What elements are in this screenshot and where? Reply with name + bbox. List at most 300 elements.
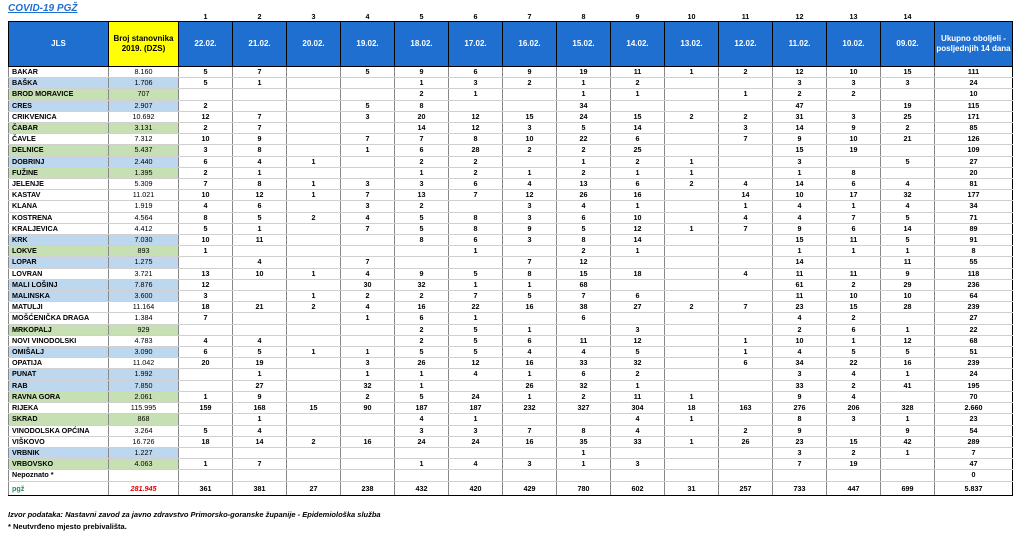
case-count-cell: 2	[395, 201, 449, 212]
case-count-cell: 3	[611, 324, 665, 335]
case-count-cell: 7	[503, 425, 557, 436]
case-count-cell	[449, 257, 503, 268]
case-count-cell: 1	[881, 447, 935, 458]
municipality-name: SKRAD	[9, 414, 109, 425]
case-count-cell: 12	[449, 123, 503, 134]
population-cell: 1.706	[109, 78, 179, 89]
case-count-cell: 6	[449, 179, 503, 190]
municipality-name: Nepoznato *	[9, 470, 109, 481]
case-count-cell: 3	[773, 156, 827, 167]
case-count-cell: 3	[773, 78, 827, 89]
case-count-cell: 5	[503, 291, 557, 302]
case-count-cell	[287, 369, 341, 380]
row-total-cell: 51	[935, 347, 1013, 358]
table-row	[9, 246, 1013, 257]
case-count-cell	[287, 78, 341, 89]
case-count-cell: 26	[503, 380, 557, 391]
case-count-cell: 8	[233, 179, 287, 190]
case-count-cell: 8	[503, 268, 557, 279]
case-count-cell: 6	[449, 235, 503, 246]
table-row	[9, 425, 1013, 436]
case-count-cell: 3	[179, 145, 233, 156]
case-count-cell	[341, 447, 395, 458]
case-count-cell: 2	[503, 78, 557, 89]
case-count-cell: 16	[881, 358, 935, 369]
case-count-cell: 5	[611, 347, 665, 358]
case-count-cell: 1	[503, 391, 557, 402]
row-total-cell: 171	[935, 111, 1013, 122]
table-row	[9, 78, 1013, 89]
case-count-cell: 7	[233, 67, 287, 78]
table-row	[9, 403, 1013, 414]
population-cell: 1.384	[109, 313, 179, 324]
case-count-cell: 2	[665, 302, 719, 313]
row-total-cell: 2.660	[935, 403, 1013, 414]
population-cell: 8.160	[109, 67, 179, 78]
case-count-cell	[287, 447, 341, 458]
case-count-cell	[341, 78, 395, 89]
case-count-cell: 6	[827, 324, 881, 335]
row-total-cell: 27	[935, 313, 1013, 324]
case-count-cell: 5	[179, 223, 233, 234]
case-count-cell: 4	[179, 201, 233, 212]
population-cell: 3.600	[109, 291, 179, 302]
case-count-cell: 1	[773, 246, 827, 257]
sum-date-cell: 429	[503, 481, 557, 495]
population-cell: 10.692	[109, 111, 179, 122]
population-cell: 4.063	[109, 459, 179, 470]
case-count-cell	[179, 369, 233, 380]
case-count-cell: 4	[557, 347, 611, 358]
case-count-cell: 1	[611, 380, 665, 391]
table-row	[9, 459, 1013, 470]
case-count-cell: 9	[881, 268, 935, 279]
population-cell: 5.309	[109, 179, 179, 190]
case-count-cell: 276	[773, 403, 827, 414]
case-count-cell: 4	[503, 179, 557, 190]
case-count-cell: 4	[341, 302, 395, 313]
case-count-cell: 12	[503, 190, 557, 201]
case-count-cell	[881, 167, 935, 178]
population-cell: 7.850	[109, 380, 179, 391]
case-count-cell: 6	[827, 179, 881, 190]
case-count-cell	[719, 167, 773, 178]
case-count-cell	[665, 459, 719, 470]
case-count-cell: 10	[179, 235, 233, 246]
column-number: 7	[527, 12, 532, 21]
case-count-cell	[287, 111, 341, 122]
municipality-name: MATULJI	[9, 302, 109, 313]
case-count-cell: 4	[449, 459, 503, 470]
case-count-cell: 1	[395, 78, 449, 89]
case-count-cell: 1	[827, 335, 881, 346]
population-cell: 4.564	[109, 212, 179, 223]
case-count-cell: 28	[449, 145, 503, 156]
case-count-cell: 2	[827, 380, 881, 391]
case-count-cell: 187	[449, 403, 503, 414]
case-count-cell: 1	[557, 78, 611, 89]
case-count-cell: 15	[503, 111, 557, 122]
case-count-cell: 18	[665, 403, 719, 414]
municipality-name: CRIKVENICA	[9, 111, 109, 122]
case-count-cell	[719, 156, 773, 167]
population-cell: 5.437	[109, 145, 179, 156]
case-count-cell: 327	[557, 403, 611, 414]
case-count-cell: 4	[773, 201, 827, 212]
case-count-cell: 3	[503, 235, 557, 246]
case-count-cell: 1	[665, 156, 719, 167]
case-count-cell: 6	[395, 313, 449, 324]
case-count-cell	[665, 212, 719, 223]
case-count-cell: 8	[449, 212, 503, 223]
municipality-name: MRKOPALJ	[9, 324, 109, 335]
case-count-cell: 2	[395, 156, 449, 167]
case-count-cell: 1	[449, 279, 503, 290]
case-count-cell: 1	[611, 167, 665, 178]
case-count-cell: 4	[719, 179, 773, 190]
case-count-cell: 10	[827, 291, 881, 302]
case-count-cell: 1	[503, 167, 557, 178]
municipality-name: LOKVE	[9, 246, 109, 257]
case-count-cell: 1	[557, 156, 611, 167]
municipality-name: CRES	[9, 100, 109, 111]
case-count-cell: 2	[449, 156, 503, 167]
case-count-cell: 4	[827, 391, 881, 402]
case-count-cell	[827, 100, 881, 111]
case-count-cell: 7	[719, 134, 773, 145]
row-total-cell: 64	[935, 291, 1013, 302]
case-count-cell	[611, 100, 665, 111]
case-count-cell: 20	[395, 111, 449, 122]
case-count-cell: 1	[341, 369, 395, 380]
case-count-cell: 22	[557, 134, 611, 145]
case-count-cell: 2	[341, 291, 395, 302]
row-total-cell: 8	[935, 246, 1013, 257]
case-count-cell	[719, 369, 773, 380]
case-count-cell	[395, 470, 449, 481]
municipality-name: OMIŠALJ	[9, 347, 109, 358]
header-date: 14.02.	[611, 22, 665, 67]
case-count-cell	[719, 459, 773, 470]
case-count-cell: 2	[557, 167, 611, 178]
sum-date-cell: 602	[611, 481, 665, 495]
case-count-cell: 8	[179, 212, 233, 223]
case-count-cell	[449, 201, 503, 212]
municipality-name: LOPAR	[9, 257, 109, 268]
case-count-cell	[287, 167, 341, 178]
case-count-cell: 9	[503, 223, 557, 234]
case-count-cell: 2	[827, 447, 881, 458]
case-count-cell: 7	[179, 313, 233, 324]
population-cell: 115.995	[109, 403, 179, 414]
municipality-name: VRBNIK	[9, 447, 109, 458]
case-count-cell: 7	[827, 212, 881, 223]
case-count-cell: 15	[773, 235, 827, 246]
row-total-cell: 111	[935, 67, 1013, 78]
case-count-cell: 42	[881, 436, 935, 447]
case-count-cell: 38	[557, 302, 611, 313]
row-total-cell: 70	[935, 391, 1013, 402]
case-count-cell	[611, 257, 665, 268]
case-count-cell: 16	[611, 190, 665, 201]
case-count-cell: 22	[827, 358, 881, 369]
case-count-cell: 1	[503, 324, 557, 335]
case-count-cell	[341, 324, 395, 335]
table-row	[9, 145, 1013, 156]
case-count-cell: 3	[611, 459, 665, 470]
case-count-cell: 25	[611, 145, 665, 156]
column-number: 4	[365, 12, 370, 21]
case-count-cell: 5	[395, 223, 449, 234]
sum-date-cell: 780	[557, 481, 611, 495]
case-count-cell: 1	[233, 78, 287, 89]
case-count-cell: 16	[503, 358, 557, 369]
municipality-name: NOVI VINODOLSKI	[9, 335, 109, 346]
municipality-name: RAVNA GORA	[9, 391, 109, 402]
case-count-cell	[773, 470, 827, 481]
case-count-cell	[557, 414, 611, 425]
case-count-cell: 1	[665, 67, 719, 78]
case-count-cell	[233, 324, 287, 335]
case-count-cell	[611, 447, 665, 458]
footnote: * Neutvrđeno mjesto prebivališta.	[8, 522, 127, 531]
case-count-cell: 3	[827, 414, 881, 425]
case-count-cell: 13	[179, 268, 233, 279]
header-date: 18.02.	[395, 22, 449, 67]
case-count-cell: 3	[341, 201, 395, 212]
case-count-cell: 1	[719, 201, 773, 212]
case-count-cell: 4	[395, 414, 449, 425]
case-count-cell	[665, 123, 719, 134]
case-count-cell: 1	[233, 414, 287, 425]
case-count-cell	[503, 100, 557, 111]
case-count-cell: 2	[611, 78, 665, 89]
header-date: 22.02.	[179, 22, 233, 67]
case-count-cell	[611, 313, 665, 324]
population-cell: 3.721	[109, 268, 179, 279]
case-count-cell: 3	[503, 123, 557, 134]
case-count-cell: 33	[611, 436, 665, 447]
case-count-cell: 12	[179, 279, 233, 290]
case-count-cell: 4	[233, 156, 287, 167]
case-count-cell: 19	[557, 67, 611, 78]
row-total-cell: 236	[935, 279, 1013, 290]
header-date: 10.02.	[827, 22, 881, 67]
case-count-cell: 21	[881, 134, 935, 145]
case-count-cell	[665, 447, 719, 458]
case-count-cell	[503, 246, 557, 257]
case-count-cell: 12	[179, 111, 233, 122]
case-count-cell	[449, 447, 503, 458]
case-count-cell: 6	[395, 145, 449, 156]
case-count-cell	[665, 291, 719, 302]
case-count-cell	[287, 223, 341, 234]
column-number: 6	[473, 12, 478, 21]
case-count-cell: 26	[557, 190, 611, 201]
case-count-cell	[665, 100, 719, 111]
case-count-cell: 163	[719, 403, 773, 414]
case-count-cell: 5	[395, 212, 449, 223]
header-date: 12.02.	[719, 22, 773, 67]
case-count-cell: 187	[395, 403, 449, 414]
case-count-cell: 11	[827, 268, 881, 279]
case-count-cell: 7	[233, 123, 287, 134]
case-count-cell	[341, 335, 395, 346]
case-count-cell: 1	[611, 246, 665, 257]
case-count-cell: 7	[395, 134, 449, 145]
case-count-cell	[827, 257, 881, 268]
sum-population: 281.945	[109, 481, 179, 495]
case-count-cell: 12	[233, 190, 287, 201]
column-number: 1	[203, 12, 208, 21]
case-count-cell: 26	[719, 436, 773, 447]
municipality-name: KRALJEVICA	[9, 223, 109, 234]
case-count-cell: 328	[881, 403, 935, 414]
table-row	[9, 123, 1013, 134]
case-count-cell	[827, 425, 881, 436]
row-total-cell: 91	[935, 235, 1013, 246]
case-count-cell: 30	[341, 279, 395, 290]
population-cell: 11.021	[109, 190, 179, 201]
case-count-cell: 27	[233, 380, 287, 391]
case-count-cell: 10	[773, 190, 827, 201]
table-row	[9, 156, 1013, 167]
sum-row	[9, 481, 1013, 495]
case-count-cell: 1	[179, 459, 233, 470]
case-count-cell: 14	[719, 190, 773, 201]
case-count-cell	[827, 156, 881, 167]
sum-date-cell: 257	[719, 481, 773, 495]
case-count-cell	[557, 324, 611, 335]
case-count-cell: 4	[557, 201, 611, 212]
row-total-cell: 289	[935, 436, 1013, 447]
table-row	[9, 100, 1013, 111]
case-count-cell: 14	[773, 179, 827, 190]
population-cell: 4.783	[109, 335, 179, 346]
case-count-cell: 6	[449, 67, 503, 78]
case-count-cell: 16	[503, 302, 557, 313]
case-count-cell: 7	[557, 291, 611, 302]
case-count-cell	[557, 470, 611, 481]
case-count-cell: 3	[449, 78, 503, 89]
municipality-name: KOSTRENA	[9, 212, 109, 223]
case-count-cell: 1	[287, 268, 341, 279]
municipality-name: FUŽINE	[9, 167, 109, 178]
column-number: 11	[741, 12, 750, 21]
case-count-cell: 7	[719, 302, 773, 313]
row-total-cell: 177	[935, 190, 1013, 201]
case-count-cell: 5	[395, 391, 449, 402]
case-count-cell: 4	[881, 179, 935, 190]
case-count-cell	[233, 279, 287, 290]
case-count-cell: 15	[881, 67, 935, 78]
case-count-cell	[287, 335, 341, 346]
case-count-cell	[719, 246, 773, 257]
case-count-cell	[665, 425, 719, 436]
header-date: 21.02.	[233, 22, 287, 67]
municipality-name: MOŠĆENIČKA DRAGA	[9, 313, 109, 324]
population-cell: 707	[109, 89, 179, 100]
case-count-cell: 10	[773, 335, 827, 346]
case-count-cell: 3	[719, 123, 773, 134]
case-count-cell	[665, 279, 719, 290]
case-count-cell: 10	[233, 268, 287, 279]
case-count-cell: 4	[233, 425, 287, 436]
population-cell	[109, 470, 179, 481]
case-count-cell: 32	[395, 279, 449, 290]
case-count-cell: 1	[395, 167, 449, 178]
case-count-cell: 1	[611, 89, 665, 100]
case-count-cell: 6	[611, 134, 665, 145]
case-count-cell: 2	[503, 145, 557, 156]
case-count-cell	[287, 425, 341, 436]
case-count-cell	[287, 123, 341, 134]
row-total-cell: 20	[935, 167, 1013, 178]
sum-date-cell: 733	[773, 481, 827, 495]
case-count-cell: 3	[341, 179, 395, 190]
case-count-cell: 35	[557, 436, 611, 447]
table-row	[9, 313, 1013, 324]
case-count-cell: 1	[233, 167, 287, 178]
case-count-cell: 159	[179, 403, 233, 414]
header-date: 17.02.	[449, 22, 503, 67]
table-row	[9, 369, 1013, 380]
case-count-cell: 16	[503, 436, 557, 447]
sum-date-cell: 361	[179, 481, 233, 495]
page-title: COVID-19 PGŽ	[8, 3, 78, 14]
case-count-cell	[719, 100, 773, 111]
population-cell: 4.412	[109, 223, 179, 234]
municipality-name: RIJEKA	[9, 403, 109, 414]
case-count-cell	[665, 347, 719, 358]
case-count-cell: 2	[881, 123, 935, 134]
case-count-cell	[233, 89, 287, 100]
case-count-cell: 6	[611, 179, 665, 190]
case-count-cell	[179, 89, 233, 100]
case-count-cell: 9	[881, 425, 935, 436]
case-count-cell: 11	[773, 268, 827, 279]
table-row	[9, 380, 1013, 391]
case-count-cell	[395, 447, 449, 458]
case-count-cell: 12	[449, 358, 503, 369]
table-row	[9, 89, 1013, 100]
case-count-cell: 6	[827, 223, 881, 234]
case-count-cell: 6	[503, 335, 557, 346]
case-count-cell: 4	[881, 201, 935, 212]
table-row	[9, 347, 1013, 358]
row-total-cell: 195	[935, 380, 1013, 391]
case-count-cell: 1	[287, 291, 341, 302]
case-count-cell: 5	[179, 425, 233, 436]
case-count-cell	[287, 235, 341, 246]
case-count-cell	[665, 324, 719, 335]
population-cell: 893	[109, 246, 179, 257]
table-row	[9, 190, 1013, 201]
population-cell: 1.227	[109, 447, 179, 458]
case-count-cell: 4	[827, 369, 881, 380]
case-count-cell: 1	[557, 89, 611, 100]
municipality-name: OPATIJA	[9, 358, 109, 369]
population-cell: 3.090	[109, 347, 179, 358]
case-count-cell: 9	[773, 391, 827, 402]
case-count-cell: 232	[503, 403, 557, 414]
column-number: 9	[635, 12, 640, 21]
case-count-cell: 31	[773, 111, 827, 122]
case-count-cell: 47	[773, 100, 827, 111]
case-count-cell	[287, 391, 341, 402]
case-count-cell: 6	[233, 201, 287, 212]
case-count-cell: 1	[233, 223, 287, 234]
